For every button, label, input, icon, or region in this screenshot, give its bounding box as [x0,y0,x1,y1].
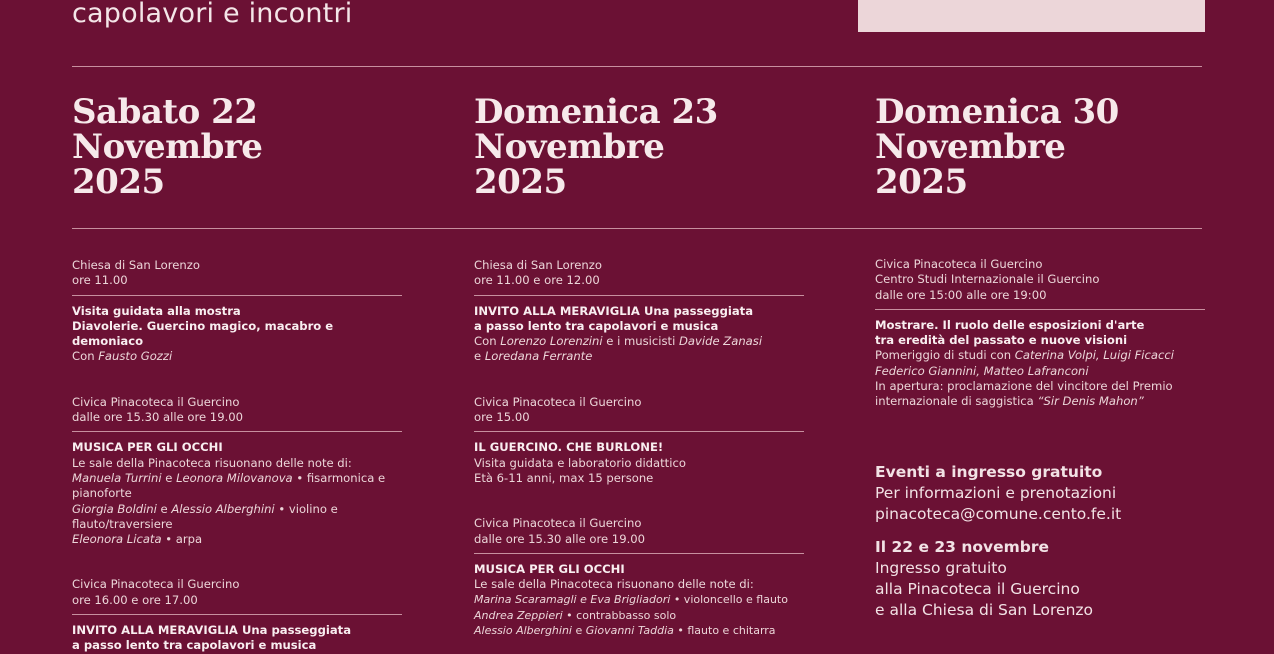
free-entry-title: Eventi a ingresso gratuito [875,463,1103,481]
event-location: Chiesa di San Lorenzo [72,258,200,272]
event-location: Civica Pinacoteca il Guercino [72,577,240,592]
event-location: Civica Pinacoteca il Guercino [474,394,642,409]
date-heading-sun-23: Domenica 23 Novembre 2025 [474,92,718,202]
event-subtitle: a passo lento tra capolavori e musica [72,638,317,653]
performer-line: Alessio Alberghini e Giovanni Taddia • flauto e chitarra [474,624,776,638]
column-sun-23 [474,258,804,638]
event-location: Chiesa di San Lorenzo [474,258,602,272]
event-subtitle: Diavolerie. Guercino magico, macabro e demoniaco [72,318,334,349]
event-subtitle: tra eredità del passato e nuove visioni [875,333,1128,348]
event-time: ore 15.00 [474,410,530,425]
dates-divider [72,228,1202,229]
event-title: Visita guidata alla mostra [72,303,241,318]
event-time: dalle ore 15.30 alle ore 19.00 [72,410,244,425]
free-dates-title: Il 22 e 23 novembre [875,538,1050,556]
performer-line: Manuela Turrini e Leonora Milovanova • fisarmonica e pianoforte [72,470,386,501]
event-location: Civica Pinacoteca il Guercino [875,257,1043,271]
header-accent-box [858,0,1205,32]
event-title: MUSICA PER GLI OCCHI [474,561,625,576]
event-divider [875,309,1205,310]
performer-line: Eleonora Licata • arpa [72,532,203,547]
contact-email[interactable]: pinacoteca@comune.cento.fe.it [875,505,1122,523]
event-divider [474,553,804,554]
event-musica-occhi [72,395,402,548]
event-desc: Età 6-11 anni, max 15 persone [474,470,654,485]
event-time: ore 16.00 e ore 17.00 [72,592,198,607]
event-location-2: Centro Studi Internazionale il Guercino [875,272,1100,287]
event-time: dalle ore 15.30 alle ore 19.00 [474,531,646,546]
header-subtitle: capolavori e incontri [72,0,353,29]
event-visita-guidata [72,258,402,365]
performer-line: Andrea Zeppieri • contrabbasso solo [474,608,677,622]
performer-line: Giorgia Boldini e Alessio Alberghini • violino e flauto/traversiere [72,501,338,531]
entry-line: Ingresso gratuito [875,559,1007,577]
entry-line: alla Pinacoteca il Guercino [875,580,1080,598]
info-block [875,462,1235,621]
event-invito-meraviglia [72,577,402,653]
event-guercino-burlone [474,395,804,486]
event-title: INVITO ALLA MERAVIGLIA Una passeggiata [72,623,352,638]
event-title: IL GUERCINO. CHE BURLONE! [474,440,664,455]
event-intro: Le sale della Pinacoteca risuonano delle note di: [474,577,754,592]
event-divider [72,431,402,432]
event-title: Mostrare. Il ruolo delle esposizioni d'arte [875,317,1145,332]
event-with: Con Fausto Gozzi [72,349,173,364]
event-divider [474,295,804,296]
performer-line: Marina Scaramagli e Eva Brigliadori • violoncello e flauto [474,593,788,607]
header-divider [72,66,1202,67]
event-mostrare [875,257,1205,410]
event-title: INVITO ALLA MERAVIGLIA Una passeggiata [474,303,754,318]
event-invito-meraviglia [474,258,804,365]
event-musica-occhi [474,516,804,638]
event-with: Con Lorenzo Lorenzini e i musicisti Davide Zanasi [474,334,763,349]
event-note-cont: internazionale di saggistica “Sir Denis Mahon” [875,394,1144,409]
event-speakers: Pomeriggio di studi con Caterina Volpi, Luigi Ficacci [875,348,1174,363]
event-intro: Le sale della Pinacoteca risuonano delle note di: [72,455,352,470]
date-heading-sun-30: Domenica 30 Novembre 2025 [875,92,1119,202]
event-divider [72,614,402,615]
date-heading-sat-22: Sabato 22 Novembre 2025 [72,92,263,202]
event-subtitle: a passo lento tra capolavori e musica [474,318,719,333]
event-title: MUSICA PER GLI OCCHI [72,440,223,455]
event-location: Civica Pinacoteca il Guercino [72,394,240,409]
event-with-cont: e Loredana Ferrante [474,349,593,364]
event-divider [474,431,804,432]
event-time: dalle ore 15:00 alle ore 19:00 [875,287,1047,302]
event-time: ore 11.00 e ore 12.00 [474,273,600,288]
entry-line: e alla Chiesa di San Lorenzo [875,601,1094,619]
event-note: In apertura: proclamazione del vincitore del Premio [875,379,1173,394]
event-location: Civica Pinacoteca il Guercino [474,516,642,531]
event-divider [72,295,402,296]
event-desc: Visita guidata e laboratorio didattico [474,455,686,470]
column-sun-30 [875,257,1205,410]
contact-line: Per informazioni e prenotazioni [875,484,1117,502]
event-time: ore 11.00 [72,273,128,288]
event-speakers-cont: Federico Giannini, Matteo Lafranconi [875,363,1089,378]
column-sat-22 [72,258,402,654]
